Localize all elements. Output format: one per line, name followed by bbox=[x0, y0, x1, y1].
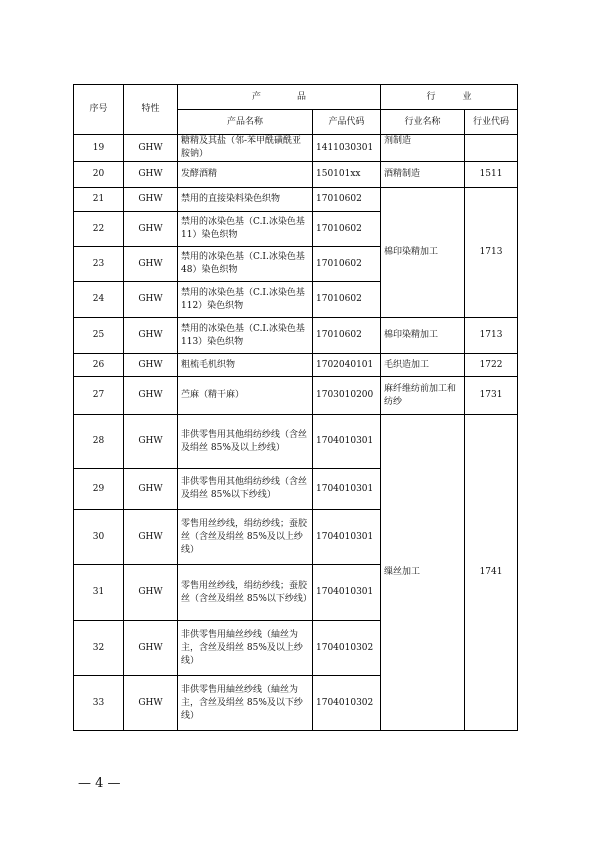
row-seq: 21 bbox=[74, 188, 124, 212]
row-industry-code: 1713 bbox=[465, 188, 518, 318]
row-industry-code: 1722 bbox=[465, 354, 518, 377]
row-trait: GHW bbox=[124, 318, 178, 354]
row-seq: 30 bbox=[74, 510, 124, 565]
row-product-name: 禁用的冰染色基（C.I.冰染色基 11）染色织物 bbox=[178, 212, 313, 247]
row-product-code: 1704010301 bbox=[313, 469, 381, 510]
row-seq: 31 bbox=[74, 565, 124, 621]
row-seq: 25 bbox=[74, 318, 124, 354]
row-product-code: 1704010301 bbox=[313, 415, 381, 469]
row-product-code: 1703010200 bbox=[313, 377, 381, 415]
row-trait: GHW bbox=[124, 415, 178, 469]
row-product-name: 禁用的冰染色基（C.I.冰染色基 112）染色织物 bbox=[178, 282, 313, 318]
row-product-code: 1704010302 bbox=[313, 676, 381, 731]
row-product-code: 1704010301 bbox=[313, 510, 381, 565]
row-seq: 22 bbox=[74, 212, 124, 247]
row-product-name: 零售用丝纱线，绢纺纱线；蚕胶丝（含丝及绢丝 85%及以上纱线） bbox=[178, 510, 313, 565]
row-product-name: 非供零售用紬丝纱线（紬丝为主，含丝及绢丝 85%及以上纱线） bbox=[178, 621, 313, 676]
row-industry-name: 毛织造加工 bbox=[381, 354, 465, 377]
row-product-code: 17010602 bbox=[313, 318, 381, 354]
row-trait: GHW bbox=[124, 469, 178, 510]
row-product-code: 1704010302 bbox=[313, 621, 381, 676]
product-industry-table bbox=[73, 84, 518, 731]
row-product-name: 非供零售用其他绢纺纱线（含丝及绢丝 85%及以上纱线） bbox=[178, 415, 313, 469]
row-trait: GHW bbox=[124, 188, 178, 212]
row-product-name: 禁用的直接染料染色织物 bbox=[178, 188, 313, 212]
header-industry-group: 行 业 bbox=[381, 85, 518, 110]
row-product-name: 零售用丝纱线，绢纺纱线；蚕胶丝（含丝及绢丝 85%以下纱线） bbox=[178, 565, 313, 621]
table-row bbox=[74, 162, 518, 188]
row-industry-code: 1741 bbox=[465, 415, 518, 731]
row-seq: 26 bbox=[74, 354, 124, 377]
row-product-name: 非供零售用其他绢纺纱线（含丝及绢丝 85%以下纱线） bbox=[178, 469, 313, 510]
row-product-name: 发酵酒精 bbox=[178, 162, 313, 188]
row-trait: GHW bbox=[124, 565, 178, 621]
row-industry-code: 1731 bbox=[465, 377, 518, 415]
row-product-code: 17010602 bbox=[313, 247, 381, 282]
row-seq: 27 bbox=[74, 377, 124, 415]
row-industry-code: 1713 bbox=[465, 318, 518, 354]
row-seq: 20 bbox=[74, 162, 124, 188]
table-row bbox=[74, 354, 518, 377]
row-trait: GHW bbox=[124, 354, 178, 377]
row-industry-name: 棉印染精加工 bbox=[381, 318, 465, 354]
row-industry-name: 棉印染精加工 bbox=[381, 188, 465, 318]
row-product-name: 禁用的冰染色基（C.I.冰染色基 48）染色织物 bbox=[178, 247, 313, 282]
row-industry-name: 缫丝加工 bbox=[381, 415, 465, 731]
row-trait: GHW bbox=[124, 676, 178, 731]
row-industry-name: 酒精制造 bbox=[381, 162, 465, 188]
header-trait: 特性 bbox=[124, 85, 178, 135]
header-product-code: 产品代码 bbox=[313, 110, 381, 135]
row-seq: 32 bbox=[74, 621, 124, 676]
row-product-code: 1702040101 bbox=[313, 354, 381, 377]
row-industry-code: 1511 bbox=[465, 162, 518, 188]
table-row bbox=[74, 135, 518, 162]
row-product-code: 150101xx bbox=[313, 162, 381, 188]
row-trait: GHW bbox=[124, 212, 178, 247]
row-trait: GHW bbox=[124, 377, 178, 415]
row-industry-name: 麻纤维纺前加工和纺纱 bbox=[381, 377, 465, 415]
page-number: — 4 — bbox=[78, 776, 121, 791]
row-product-name: 非供零售用紬丝纱线（紬丝为主，含丝及绢丝 85%及以下纱线） bbox=[178, 676, 313, 731]
row-seq: 24 bbox=[74, 282, 124, 318]
row-seq: 33 bbox=[74, 676, 124, 731]
table-row bbox=[74, 415, 518, 469]
row-product-name: 禁用的冰染色基（C.I.冰染色基 113）染色织物 bbox=[178, 318, 313, 354]
header-seq: 序号 bbox=[74, 85, 124, 135]
row-trait: GHW bbox=[124, 621, 178, 676]
row-product-code: 17010602 bbox=[313, 282, 381, 318]
header-product-group: 产 品 bbox=[178, 85, 381, 110]
row-seq: 28 bbox=[74, 415, 124, 469]
row-product-name: 粗梳毛机织物 bbox=[178, 354, 313, 377]
row-trait: GHW bbox=[124, 510, 178, 565]
table-row bbox=[74, 377, 518, 415]
row-trait: GHW bbox=[124, 247, 178, 282]
row-seq: 19 bbox=[74, 135, 124, 162]
table-row bbox=[74, 188, 518, 212]
row-seq: 29 bbox=[74, 469, 124, 510]
header-product-name: 产品名称 bbox=[178, 110, 313, 135]
row-industry-name: 剂制造 bbox=[381, 135, 465, 162]
header-industry-code: 行业代码 bbox=[465, 110, 518, 135]
row-trait: GHW bbox=[124, 135, 178, 162]
row-product-name: 糖精及其盐（邻-苯甲酰磺酰亚胺钠） bbox=[178, 135, 313, 162]
row-product-code: 17010602 bbox=[313, 188, 381, 212]
row-seq: 23 bbox=[74, 247, 124, 282]
row-product-name: 苎麻（精干麻） bbox=[178, 377, 313, 415]
row-product-code: 1411030301 bbox=[313, 135, 381, 162]
header-industry-name: 行业名称 bbox=[381, 110, 465, 135]
row-trait: GHW bbox=[124, 162, 178, 188]
row-product-code: 17010602 bbox=[313, 212, 381, 247]
row-trait: GHW bbox=[124, 282, 178, 318]
row-industry-code bbox=[465, 135, 518, 162]
table-row bbox=[74, 318, 518, 354]
row-product-code: 1704010301 bbox=[313, 565, 381, 621]
